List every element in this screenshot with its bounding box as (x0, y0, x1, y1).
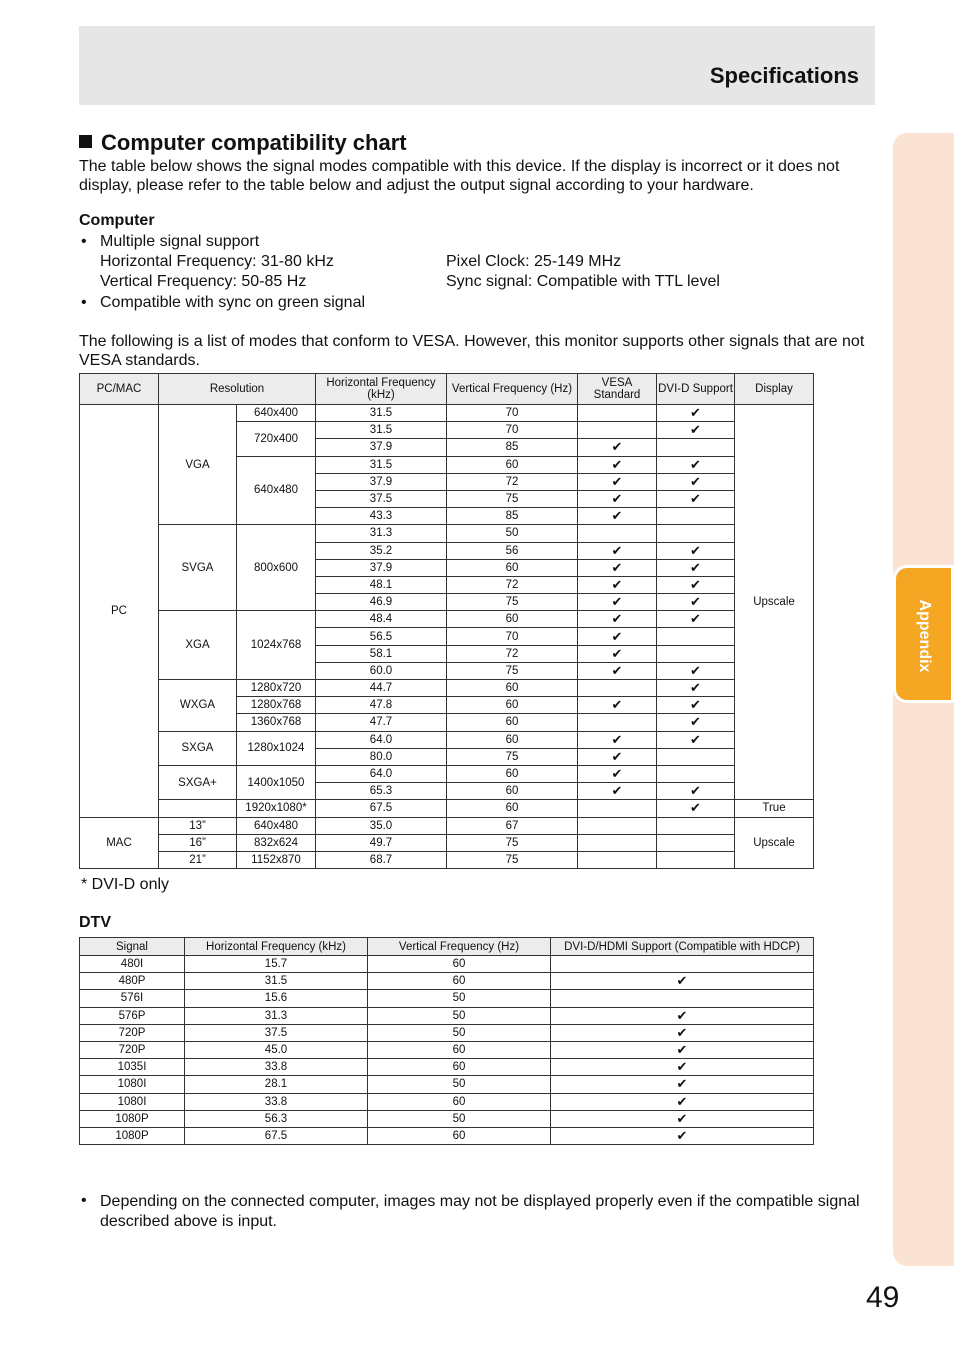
dtv-cell: 60 (368, 1127, 551, 1144)
frequency-cell: 70 (447, 422, 578, 439)
hfreq-spec: Horizontal Frequency: 31-80 kHz (100, 253, 334, 270)
table-row (80, 1007, 814, 1024)
check-cell: ✔ (657, 559, 735, 576)
col-header: Resolution (159, 374, 316, 405)
dtv-cell: 60 (368, 973, 551, 990)
check-cell (657, 508, 735, 525)
check-cell: ✔ (578, 490, 657, 507)
dtv-cell: 50 (368, 1110, 551, 1127)
dtv-cell: 60 (368, 1059, 551, 1076)
col-header: Vertical Frequency (Hz) (368, 938, 551, 956)
dtv-cell: 33.8 (185, 1093, 368, 1110)
col-header: Horizontal Frequency (kHz) (316, 374, 447, 405)
check-cell: ✔ (551, 1076, 814, 1093)
col-header: Display (735, 374, 814, 405)
table-row (80, 956, 814, 973)
frequency-cell: 64.0 (316, 731, 447, 748)
dtv-cell: 720P (80, 1041, 185, 1058)
frequency-cell: 68.7 (316, 851, 447, 868)
check-cell: ✔ (657, 542, 735, 559)
display-cell: True (735, 800, 814, 817)
frequency-cell: 70 (447, 628, 578, 645)
dtv-cell: 60 (368, 1093, 551, 1110)
computer-label: Computer (79, 212, 155, 229)
row-label-cell: 1280x768 (237, 697, 316, 714)
table-row (80, 1059, 814, 1076)
col-header: Signal (80, 938, 185, 956)
dtv-cell: 1080P (80, 1127, 185, 1144)
check-cell: ✔ (551, 1110, 814, 1127)
row-label-cell: 800x600 (237, 525, 316, 611)
square-bullet-icon (79, 135, 92, 148)
table-row (80, 680, 814, 697)
display-cell: Upscale (735, 405, 814, 800)
display-cell: Upscale (735, 817, 814, 869)
row-label-cell: 832x624 (237, 834, 316, 851)
check-cell: ✔ (657, 662, 735, 679)
check-cell: ✔ (657, 731, 735, 748)
row-label-cell: SXGA (159, 731, 237, 765)
row-label-cell: 1400x1050 (237, 765, 316, 799)
dtv-label: DTV (79, 914, 111, 931)
check-cell: ✔ (551, 1024, 814, 1041)
table-row (80, 990, 814, 1007)
check-cell (578, 422, 657, 439)
check-cell: ✔ (578, 611, 657, 628)
frequency-cell: 67.5 (316, 800, 447, 817)
col-header: Horizontal Frequency (kHz) (185, 938, 368, 956)
row-label-cell: 640x480 (237, 456, 316, 525)
frequency-cell: 60 (447, 559, 578, 576)
frequency-cell: 65.3 (316, 783, 447, 800)
frequency-cell: 47.8 (316, 697, 447, 714)
check-cell (578, 851, 657, 868)
check-cell: ✔ (578, 645, 657, 662)
bullet-dot: • (81, 233, 87, 250)
check-cell (657, 439, 735, 456)
table-row (80, 817, 814, 834)
check-cell: ✔ (578, 456, 657, 473)
check-cell (657, 851, 735, 868)
check-cell: ✔ (657, 490, 735, 507)
check-cell: ✔ (551, 1093, 814, 1110)
table-row (80, 851, 814, 868)
check-cell: ✔ (551, 1059, 814, 1076)
check-cell (657, 748, 735, 765)
table-row (80, 1024, 814, 1041)
check-cell: ✔ (657, 594, 735, 611)
frequency-cell: 43.3 (316, 508, 447, 525)
check-cell: ✔ (578, 594, 657, 611)
frequency-cell: 37.5 (316, 490, 447, 507)
table-row (80, 525, 814, 542)
dtv-cell: 480P (80, 973, 185, 990)
frequency-cell: 46.9 (316, 594, 447, 611)
dtv-cell: 60 (368, 956, 551, 973)
row-label-cell: 720x400 (237, 422, 316, 456)
footnote: * DVI-D only (81, 876, 170, 893)
frequency-cell: 60 (447, 783, 578, 800)
dtv-cell: 15.7 (185, 956, 368, 973)
dtv-cell: 720P (80, 1024, 185, 1041)
dtv-cell: 37.5 (185, 1024, 368, 1041)
frequency-cell: 44.7 (316, 680, 447, 697)
dtv-cell: 31.5 (185, 973, 368, 990)
frequency-cell: 50 (447, 525, 578, 542)
check-cell: ✔ (578, 542, 657, 559)
frequency-cell: 64.0 (316, 765, 447, 782)
frequency-cell: 60 (447, 800, 578, 817)
frequency-cell: 37.9 (316, 559, 447, 576)
vesa-note: The following is a list of modes that conform to VESA. However, this monitor supports other signals that are not VESA standards. (79, 333, 865, 369)
row-label-cell: 1152x870 (237, 851, 316, 868)
check-cell (657, 525, 735, 542)
check-cell (551, 990, 814, 1007)
dtv-cell: 31.3 (185, 1007, 368, 1024)
row-label-cell: 13” (159, 817, 237, 834)
frequency-cell: 85 (447, 439, 578, 456)
check-cell: ✔ (551, 1041, 814, 1058)
col-header: Vertical Frequency (Hz) (447, 374, 578, 405)
frequency-cell: 75 (447, 594, 578, 611)
frequency-cell: 35.0 (316, 817, 447, 834)
check-cell: ✔ (578, 508, 657, 525)
table-row (80, 1127, 814, 1144)
check-cell: ✔ (551, 1007, 814, 1024)
check-cell: ✔ (657, 405, 735, 422)
check-cell: ✔ (657, 783, 735, 800)
check-cell: ✔ (551, 1127, 814, 1144)
table-row (80, 1076, 814, 1093)
dtv-cell: 480I (80, 956, 185, 973)
frequency-cell: 37.9 (316, 439, 447, 456)
row-label-cell: 640x480 (237, 817, 316, 834)
row-label-cell: PC (80, 405, 159, 818)
dtv-cell: 1080I (80, 1093, 185, 1110)
row-label-cell: 1280x720 (237, 680, 316, 697)
appendix-tab[interactable] (893, 565, 954, 703)
section-title: Computer compatibility chart (79, 130, 407, 156)
frequency-cell: 85 (447, 508, 578, 525)
row-label-cell: 640x400 (237, 405, 316, 422)
row-label-cell: 21” (159, 851, 237, 868)
table-row (80, 731, 814, 748)
dtv-cell: 45.0 (185, 1041, 368, 1058)
table-row (80, 800, 814, 817)
check-cell (578, 800, 657, 817)
row-label-cell (159, 800, 237, 817)
frequency-cell: 58.1 (316, 645, 447, 662)
check-cell: ✔ (578, 439, 657, 456)
table-row (80, 1041, 814, 1058)
frequency-cell: 75 (447, 490, 578, 507)
frequency-cell: 56.5 (316, 628, 447, 645)
row-label-cell: 1024x768 (237, 611, 316, 680)
check-cell: ✔ (578, 748, 657, 765)
check-cell: ✔ (578, 765, 657, 782)
row-label-cell: SXGA+ (159, 765, 237, 799)
multi-signal-text: Multiple signal support (100, 233, 260, 250)
header-title: Specifications (709, 63, 859, 88)
dtv-cell: 1080P (80, 1110, 185, 1127)
dtv-cell: 50 (368, 1076, 551, 1093)
check-cell: ✔ (657, 456, 735, 473)
dtv-cell: 50 (368, 1024, 551, 1041)
bullet-dot: • (81, 1192, 87, 1209)
frequency-cell: 31.5 (316, 405, 447, 422)
check-cell (551, 956, 814, 973)
check-cell: ✔ (578, 473, 657, 490)
frequency-cell: 60 (447, 680, 578, 697)
check-cell: ✔ (578, 559, 657, 576)
sync-spec: Sync signal: Compatible with TTL level (446, 273, 720, 290)
dtv-cell: 60 (368, 1041, 551, 1058)
bullet-dot: • (81, 294, 87, 311)
dtv-cell: 28.1 (185, 1076, 368, 1093)
check-cell: ✔ (551, 973, 814, 990)
check-cell (578, 714, 657, 731)
pixel-clock-spec: Pixel Clock: 25-149 MHz (446, 253, 622, 270)
frequency-cell: 80.0 (316, 748, 447, 765)
col-header: PC/MAC (80, 374, 159, 405)
dtv-cell: 1080I (80, 1076, 185, 1093)
check-cell: ✔ (657, 800, 735, 817)
check-cell: ✔ (657, 611, 735, 628)
check-cell: ✔ (657, 714, 735, 731)
frequency-cell: 31.5 (316, 422, 447, 439)
check-cell: ✔ (657, 680, 735, 697)
check-cell (657, 834, 735, 851)
check-cell: ✔ (578, 731, 657, 748)
sync-on-green-text: Compatible with sync on green signal (100, 294, 366, 311)
row-label-cell: MAC (80, 817, 159, 869)
check-cell: ✔ (657, 697, 735, 714)
frequency-cell: 67 (447, 817, 578, 834)
pc-compat-table (79, 373, 814, 869)
frequency-cell: 75 (447, 851, 578, 868)
dtv-cell: 50 (368, 990, 551, 1007)
frequency-cell: 60 (447, 731, 578, 748)
page-header (79, 26, 875, 105)
frequency-cell: 72 (447, 645, 578, 662)
dtv-cell: 67.5 (185, 1127, 368, 1144)
frequency-cell: 31.5 (316, 456, 447, 473)
check-cell (578, 405, 657, 422)
check-cell (578, 680, 657, 697)
frequency-cell: 60 (447, 697, 578, 714)
dtv-cell: 50 (368, 1007, 551, 1024)
col-header: DVI-D/HDMI Support (Compatible with HDCP) (551, 938, 814, 956)
check-cell (578, 525, 657, 542)
table-row (80, 765, 814, 782)
frequency-cell: 75 (447, 834, 578, 851)
table-row (80, 1110, 814, 1127)
check-cell: ✔ (657, 473, 735, 490)
check-cell (657, 765, 735, 782)
check-cell (657, 645, 735, 662)
frequency-cell: 70 (447, 405, 578, 422)
check-cell: ✔ (578, 662, 657, 679)
col-header: VESA Standard (578, 374, 657, 405)
dtv-cell: 56.3 (185, 1110, 368, 1127)
frequency-cell: 37.9 (316, 473, 447, 490)
row-label-cell: SVGA (159, 525, 237, 611)
vfreq-spec: Vertical Frequency: 50-85 Hz (100, 273, 307, 290)
dtv-cell: 576P (80, 1007, 185, 1024)
check-cell: ✔ (657, 576, 735, 593)
dtv-cell: 15.6 (185, 990, 368, 1007)
row-label-cell: VGA (159, 405, 237, 525)
table-row (80, 1093, 814, 1110)
page-number: 49 (866, 1281, 900, 1314)
frequency-cell: 60 (447, 611, 578, 628)
check-cell: ✔ (578, 783, 657, 800)
check-cell (578, 834, 657, 851)
frequency-cell: 60 (447, 765, 578, 782)
frequency-cell: 60 (447, 714, 578, 731)
table-row (80, 834, 814, 851)
dtv-cell: 1035I (80, 1059, 185, 1076)
frequency-cell: 60 (447, 456, 578, 473)
appendix-tab-label: Appendix (916, 599, 933, 673)
check-cell (657, 628, 735, 645)
frequency-cell: 48.4 (316, 611, 447, 628)
row-label-cell: 1920x1080* (237, 800, 316, 817)
check-cell: ✔ (578, 697, 657, 714)
check-cell: ✔ (578, 576, 657, 593)
frequency-cell: 49.7 (316, 834, 447, 851)
dtv-cell: 33.8 (185, 1059, 368, 1076)
row-label-cell: 1280x1024 (237, 731, 316, 765)
table-row (80, 973, 814, 990)
frequency-cell: 75 (447, 662, 578, 679)
intro-paragraph: The table below shows the signal modes compatible with this device. If the display is incorrect or it does not display, please refer to the table below and adjust the output signal according to your hardware. (79, 158, 840, 194)
frequency-cell: 48.1 (316, 576, 447, 593)
frequency-cell: 56 (447, 542, 578, 559)
table-row (80, 405, 814, 422)
row-label-cell: XGA (159, 611, 237, 680)
row-label-cell: 1360x768 (237, 714, 316, 731)
frequency-cell: 72 (447, 576, 578, 593)
frequency-cell: 47.7 (316, 714, 447, 731)
bottom-note: Depending on the connected computer, images may not be displayed properly even if the compatible signal described above is input. (100, 1193, 860, 1230)
table-row (80, 611, 814, 628)
col-header: DVI-D Support (657, 374, 735, 405)
row-label-cell: WXGA (159, 680, 237, 732)
row-label-cell: 16” (159, 834, 237, 851)
check-cell (578, 817, 657, 834)
frequency-cell: 35.2 (316, 542, 447, 559)
frequency-cell: 75 (447, 748, 578, 765)
check-cell: ✔ (578, 628, 657, 645)
dtv-cell: 576I (80, 990, 185, 1007)
frequency-cell: 60.0 (316, 662, 447, 679)
dtv-table (79, 937, 814, 1145)
frequency-cell: 72 (447, 473, 578, 490)
check-cell: ✔ (657, 422, 735, 439)
check-cell (657, 817, 735, 834)
frequency-cell: 31.3 (316, 525, 447, 542)
